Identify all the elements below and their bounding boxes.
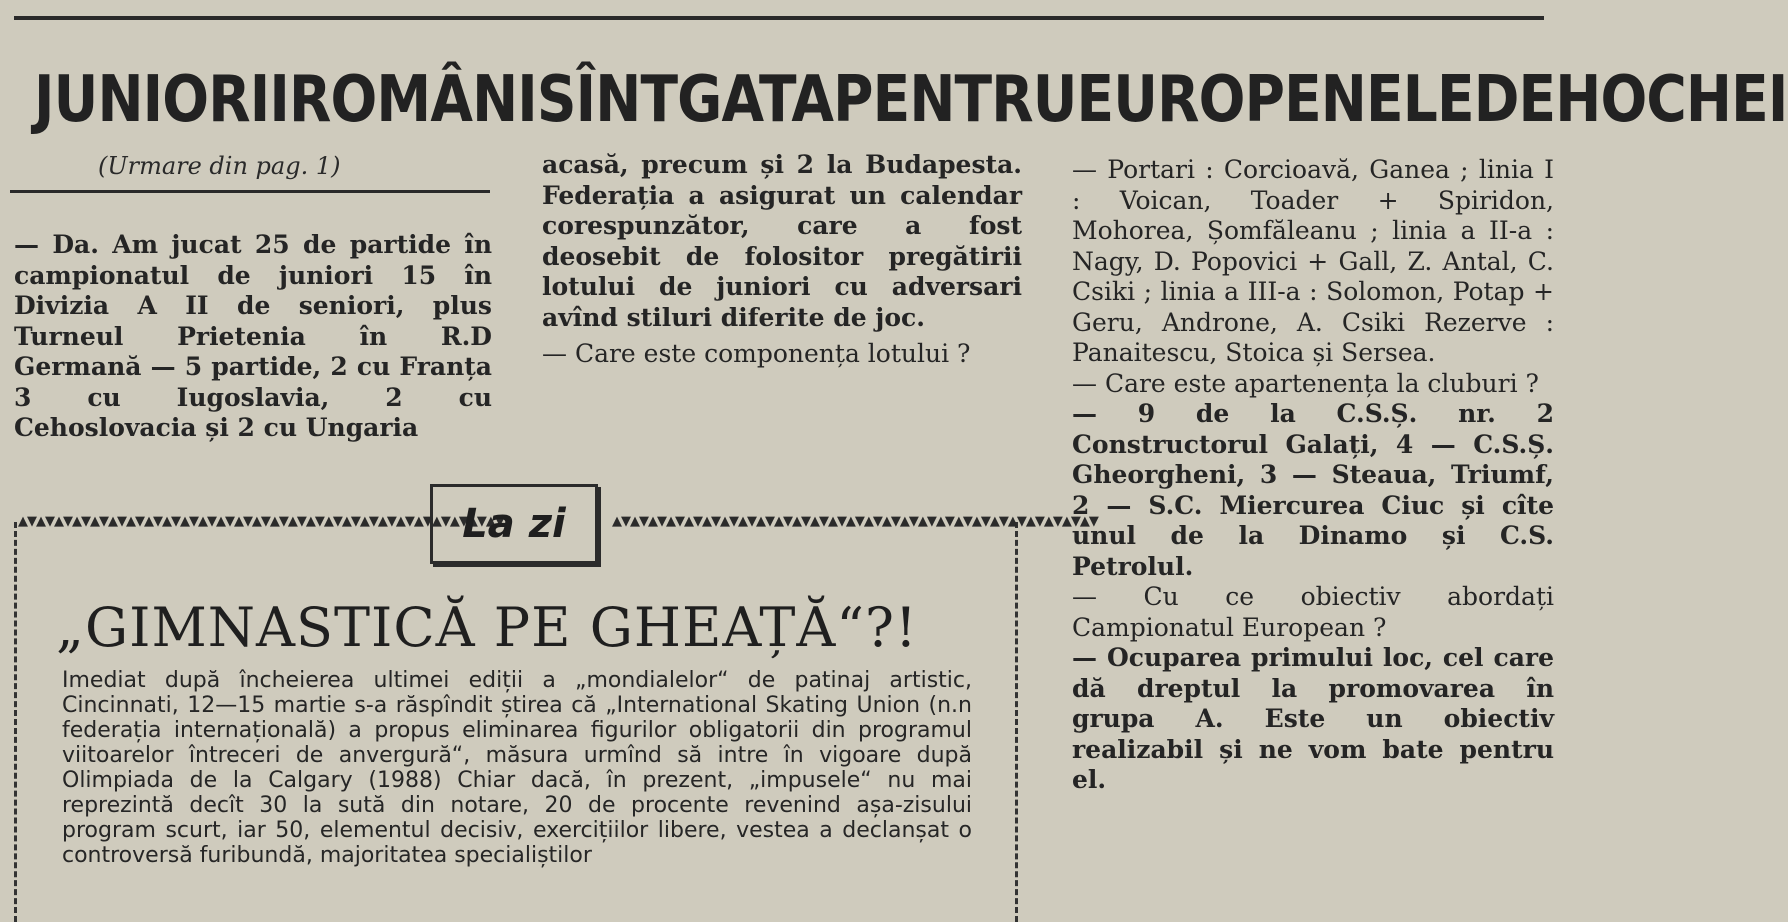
- section-label: La zi: [430, 484, 598, 564]
- top-rule: [14, 16, 1544, 20]
- question: — Care este componența lotului ?: [542, 339, 971, 368]
- headline-word: EUROPENELE: [1076, 63, 1474, 137]
- paragraph: — Portari : Corcioavă, Ganea ; linia I : Voican, Toader + Spiridon, Mohorea, Șomfăleanu ; linia a II-a : Nagy, D. Popovici + Gall, Z. Antal, C. Csiki ; linia a III-a : Solomon, Potap + Geru, Androne, A. Csiki Rezerve : Panaitescu, Stoica și Sersea.: [1072, 155, 1554, 367]
- column-1: [14, 230, 492, 444]
- column-2: [542, 150, 1022, 370]
- headline-word: HOCHEI: [1555, 63, 1788, 137]
- headline-word: GATA: [677, 63, 834, 137]
- headline-word: JUNIORII: [34, 63, 289, 137]
- headline-word: ROMÂNI: [288, 63, 537, 137]
- question: — Care este apartenența la cluburi ?: [1072, 368, 1539, 398]
- headline-word: SÎNT: [536, 63, 678, 137]
- kicker-rule: [10, 190, 490, 193]
- box-title: „GIMNASTICĂ PE GHEAȚĂ“?!: [56, 596, 918, 659]
- column-3: [1072, 155, 1554, 796]
- zigzag-border-left: ▲▼▲▼▲▼▲▼▲▼▲▼▲▼▲▼▲▼▲▼▲▼▲▼▲▼▲▼▲▼▲▼▲▼▲▼▲▼▲▼▲▼▲▼▲▼▲▼▲▼▲▼▲▼: [18, 514, 504, 529]
- continuation-note: (Urmare din pag. 1): [98, 152, 341, 180]
- answer: — 9 de la C.S.Ș. nr. 2 Constructorul Galați, 4 — C.S.Ș. Gheorgheni, 3 — Steaua, Triumf, 2 — S.C. Miercurea Ciuc și cîte unul de la Dinamo și C.S. Petrolul.: [1072, 399, 1554, 581]
- paragraph: acasă, precum și 2 la Budapesta. Federația a asigurat un calendar corespunzător, care a fost deosebit de folositor pregătirii lotului de juniori cu adversari avînd stiluri diferite de joc.: [542, 150, 1022, 332]
- headline: [34, 60, 1788, 140]
- question: — Cu ce obiectiv abordați Campionatul European ?: [1072, 582, 1554, 642]
- answer: — Ocuparea primului loc, cel care dă dreptul la promovarea în grupa A. Este un obiectiv realizabil și ne vom bate pentru el.: [1072, 643, 1554, 794]
- paragraph: — Da. Am jucat 25 de partide în campionatul de juniori 15 în Divizia A II de seniori, plus Turneul Prietenia în R.D Germană — 5 partide, 2 cu Franța 3 cu Iugoslavia, 2 cu Cehoslovacia și 2 cu Ungaria: [14, 230, 492, 442]
- paragraph: Imediat după încheierea ultimei ediții a „mondialelor“ de patinaj artistic, Cincinnati, 12—15 martie s-a răspîndit știrea că „International Skating Union (n.n federația internațională) a propus eliminarea figurilor obligatorii din programul viitoarelor întreceri de anvergură“, măsura urmînd să intre în vigoare după Olimpiada de la Calgary (1988) Chiar dacă, în prezent, „impusele“ nu mai reprezintă decît 30 la sută din notare, 20 de procente revenind așa-zisului program scurt, iar 50, elementul decisiv, exercițiilor libere, vestea a declanșat o controversă furibundă, majoritatea specialiștilor: [62, 668, 972, 868]
- zigzag-border-right: ▲▼▲▼▲▼▲▼▲▼▲▼▲▼▲▼▲▼▲▼▲▼▲▼▲▼▲▼▲▼▲▼▲▼▲▼▲▼▲▼▲▼▲▼▲▼▲▼▲▼▲▼▲▼: [612, 514, 1098, 529]
- headline-word: DE: [1473, 63, 1556, 137]
- box-body: [62, 668, 972, 868]
- headline-word: PENTRU: [833, 63, 1077, 137]
